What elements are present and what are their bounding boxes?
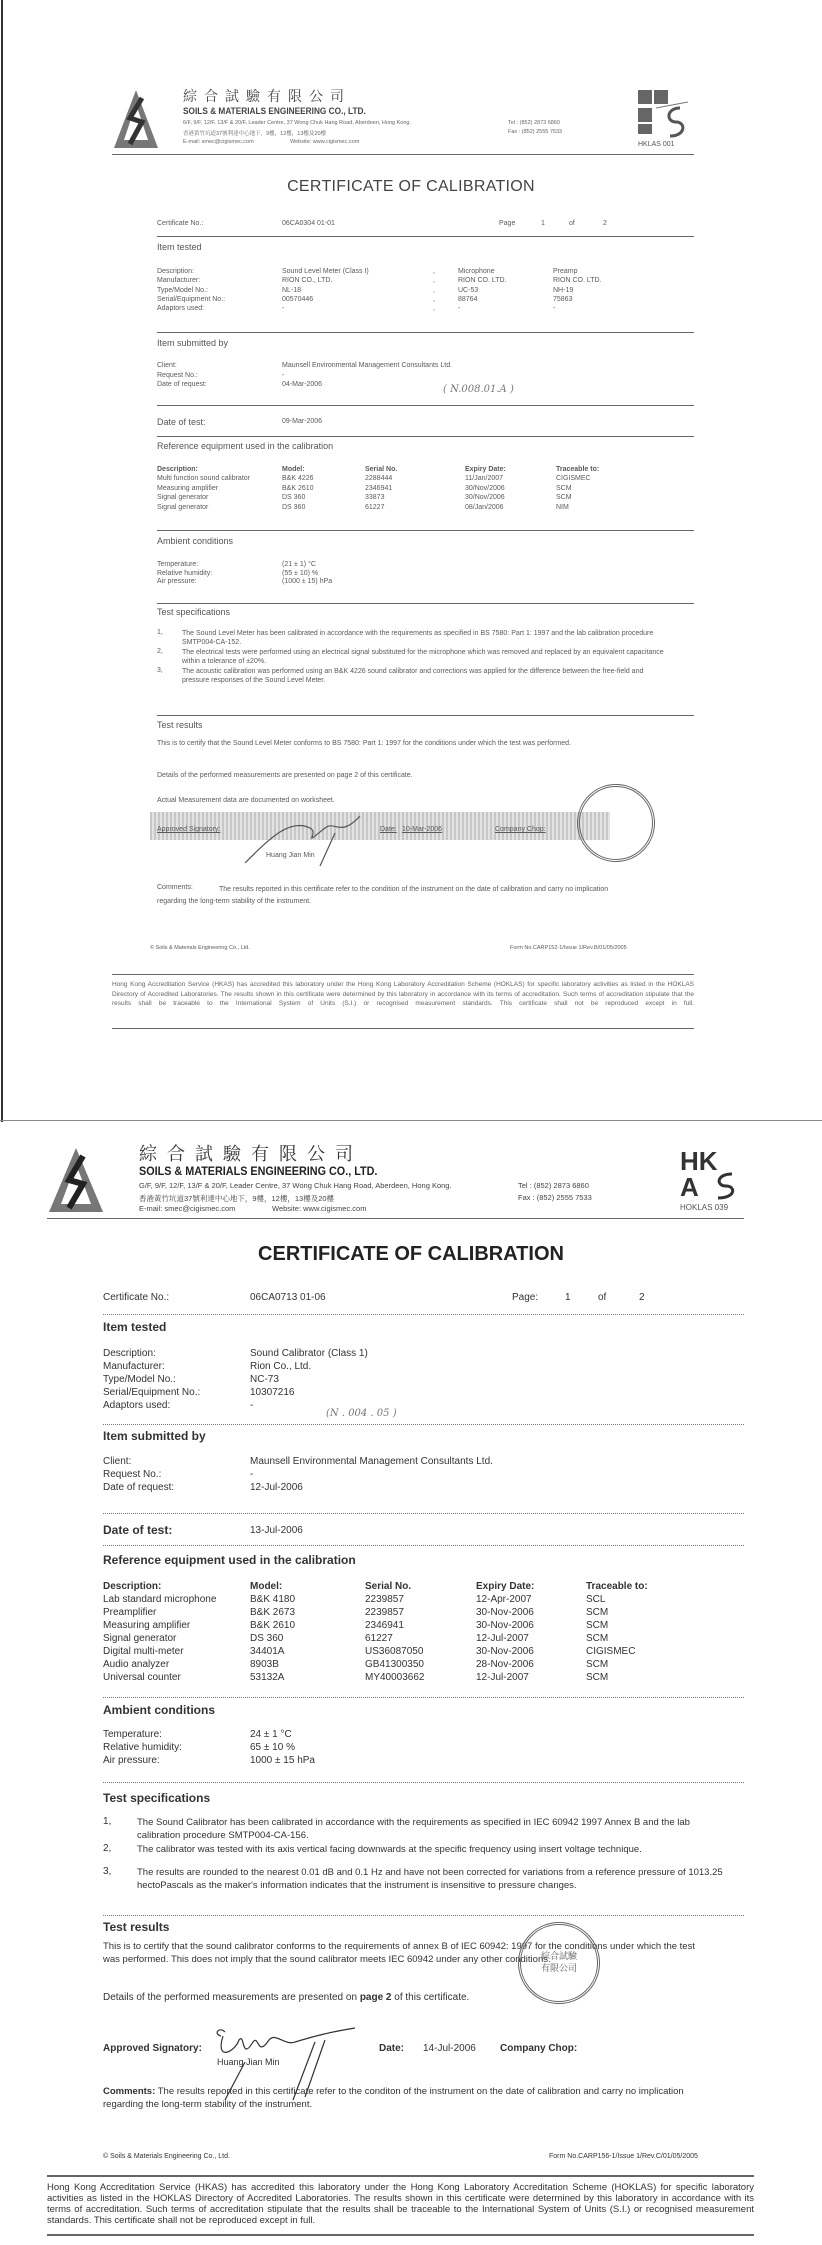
approval-date: 10-Mar-2006 [402,826,443,833]
scan-edge-line [1,0,3,1122]
cell-label: Client: [103,1456,132,1467]
section-heading-test-specifications: Test specifications [103,1791,211,1805]
signer-name: Huang Jian Min [217,2057,280,2067]
spec-number: 2, [103,1843,112,1854]
handwritten-note: ( N.008.01.A ) [443,384,514,395]
cell-model: 34401A [250,1646,285,1657]
company-website: Website: www.cigismec.com [272,1204,367,1213]
company-address-chinese: 香港黃竹坑道37號利達中心地下，9樓，12樓，13樓及20樓 [139,1194,335,1203]
page-label: Page: [512,1292,539,1303]
spec-text: The calibrator was tested with its axis vertical facing downwards at the specific frequency using insert voltage technique. [137,1844,642,1855]
divider [47,2175,754,2177]
cell-expiry: 12-Apr-2007 [476,1594,532,1605]
page-label: Page [499,220,516,227]
certificate-title: CERTIFICATE OF CALIBRATION [258,1243,564,1265]
cell-sep: , [433,286,435,294]
company-name-chinese: 綜合試驗有限公司 [183,89,351,105]
spec-text: The electrical tests were performed using an electrical signal substituted for the microphone which was removed and replaced by an equivalent capacitance within a tolerance of ±20%. [182,649,664,665]
company-stamp-icon [577,784,655,862]
cell-description: Preamplifier [103,1607,157,1618]
cell-serial: 61227 [365,503,385,511]
divider [103,1314,744,1315]
approval-date-label: Date: [380,826,397,833]
company-chop-label: Company Chop: [500,2043,578,2054]
cell-expiry: 30-Nov-2006 [476,1620,534,1631]
cell-traceable: NIM [556,503,569,511]
divider [157,405,694,406]
certificate-no-label: Certificate No.: [103,1292,170,1303]
divider [103,1915,744,1916]
company-name-english: SOILS & MATERIALS ENGINEERING CO., LTD. [183,106,366,116]
cell-value: 1000 ± 15 hPa [250,1755,315,1766]
cell-label: Serial/Equipment No.: [103,1387,201,1398]
cell-value: 24 ± 1 °C [250,1729,292,1740]
test-results-text: This is to certify that the sound calibrator conforms to the requirements of annex B of IEC 60942: 1997 for the conditions under which the test was performed. This does not imply that the sound calibrator meets IEC 60942 under any other conditions. [103,1941,695,1965]
cell-label: Date of request: [157,381,207,388]
cell-value: Maunsell Environmental Management Consultants Ltd. [282,362,453,369]
cell-serial: 2239857 [365,1594,404,1605]
test-results-text: This is to certify that the Sound Level Meter conforms to BS 7580: Part 1: 1997 for the conditions under which the test was performed. [157,740,571,747]
divider [157,715,694,716]
cell-value: - [250,1400,254,1411]
comments-text: The results reported in this certificate refer to the condition of the instrument on the date of calibration and carry no implication regarding the long-term stability of the instrument. [157,886,609,905]
spec-text: The acoustic calibration was performed using an B&K 4226 sound calibrator and corrections was applied for the difference between the free-field and pressure responses of the Sound Level Meter. [182,668,644,684]
company-address: 6/F, 9/F, 12/F, 13/F & 20/F, Leader Centre, 37 Wong Chuk Hang Road, Aberdeen, Hong Kong. [183,120,411,126]
cell-serial: MY40003662 [365,1672,425,1683]
cell-description: Universal counter [103,1672,181,1683]
cell-model: DS 360 [282,494,306,502]
cell-description: Audio analyzer [103,1659,170,1670]
divider [157,603,694,604]
company-logo-icon [112,88,160,150]
cell-serial: US36087050 [365,1646,424,1657]
cell-value: Sound Level Meter (Class I) [282,268,369,275]
header-divider [47,1218,744,1219]
cell-microphone: 88764 [458,295,478,303]
cell-expiry: 30-Nov-2006 [476,1646,534,1657]
cell-label: Description: [157,268,194,275]
cell-serial: 2288444 [365,475,393,483]
section-heading-item-submitted: Item submitted by [103,1429,206,1443]
comments [103,2085,703,2111]
svg-text:HK: HK [680,1146,718,1176]
certificate-no: 06CA0713 01-06 [250,1292,326,1303]
cell-expiry: 28-Nov-2006 [476,1659,534,1670]
section-heading-reference-equipment: Reference equipment used in the calibration [103,1553,356,1567]
date-of-test: 13-Jul-2006 [250,1525,303,1536]
company-stamp-icon [518,1922,600,2004]
hkas-accreditation-statement: Hong Kong Accreditation Service (HKAS) has accredited this laboratory under the Hong Kong Laboratory Accreditation Scheme (HOKLAS) for specific laboratory activities as listed in the HOKLAS Directory of Accredited Laboratories. The results shown in this certificate were determined by this laboratory in accordance with its terms of accreditation. Such terms of accreditation stipulate that the results shall be traceable to the International System of Units (S.I.) or recognised measurement standards. This certificate shall not be reproduced except in full. [112,981,694,1007]
approved-signatory-label: Approved Signatory: [157,826,221,833]
signature-icon [240,808,380,868]
cell-value: 10307216 [250,1387,295,1398]
divider [103,1545,744,1546]
spec-text: The results are rounded to the nearest 0.01 dB and 0.1 Hz and have not been corrected for variations from a reference pressure of 1013.25 hectoPascals as the maker's information indicates that the instrument is insensitive to pressure changes. [137,1867,723,1891]
cell-preamp: Preamp [553,268,578,275]
cell-value: 12-Jul-2006 [250,1482,303,1493]
page-total: 2 [639,1292,645,1303]
cell-serial: 61227 [365,1633,393,1644]
cell-value: 00570446 [282,295,314,303]
approved-signatory-label: Approved Signatory: [103,2043,202,2054]
section-heading-ambient: Ambient conditions [157,536,234,546]
spec-number: 3, [157,667,163,674]
cell-expiry: 08/Jan/2006 [465,503,504,511]
actual-measurement-text: Actual Measurement data are documented on worksheet. [157,797,335,804]
cell-sep: , [433,277,435,285]
cell-label: Serial/Equipment No.: [157,295,226,303]
cell-label: Air pressure: [103,1755,160,1766]
cell-traceable: CIGISMEC [556,475,591,483]
section-heading-item-tested: Item tested [157,242,202,252]
cell-description: Measuring amplifier [157,484,219,492]
hkas-logo-icon [680,1146,742,1214]
cell-label: Type/Model No.: [103,1374,176,1385]
cell-label: Relative humidity: [157,569,213,577]
comments-text: The results reported in this certificate refer to the conditon of the instrument on the date of calibration and carry no implication regarding the long-term stability of the instrument. [103,2086,684,2110]
cell-value: 65 ± 10 % [250,1742,295,1753]
cell-model: B&K 2610 [250,1620,296,1631]
stamp-text: 綜合試驗有限公司 [540,1952,577,1974]
handwritten-note: (N . 004 . 05 ) [326,1408,397,1419]
column-header-expiry: Expiry Date: [476,1581,535,1592]
column-header-serial: Serial No. [365,466,398,473]
column-header-description: Description: [157,466,198,473]
footer-form-number: Form No.CARP156-1/Issue 1/Rev.C/01/05/2005 [549,2153,698,2160]
divider [157,530,694,531]
header-divider [112,154,694,155]
of-label: of [598,1292,607,1303]
cell-serial: 2346941 [365,484,393,492]
cell-traceable: SCM [586,1672,609,1683]
certificate-no-label: Certificate No.: [157,220,204,227]
comments-label: Comments: [103,2086,156,2097]
cell-description: Measuring amplifier [103,1620,191,1631]
divider [103,1782,744,1783]
measurement-details-text [103,1992,469,2003]
company-tel: Tel : (852) 2873 6860 [508,120,560,126]
spec-number: 1, [157,629,163,636]
page-separator [0,1120,822,1121]
company-email: E-mail: smec@cigismec.com [139,1204,236,1213]
divider [103,1513,744,1514]
cell-value: RION CO., LTD. [282,277,333,285]
cell-model: B&K 4226 [282,475,314,483]
hkas-accreditation-statement: Hong Kong Accreditation Service (HKAS) has accredited this laboratory under the Hong Kong Laboratory Accreditation Scheme (HOKLAS) for specific laboratory activities as listed in the HOKLAS Directory of Accredited Laboratories. The results shown in this certificate were determined by this laboratory in accordance with its terms of accreditation. Such terms of accreditation stipulate that the results shall be traceable to the International System of Units (S.I.) or recognised measurement standards. This certificate shall not be reproduced except in full. [47,2182,754,2226]
cell-label: Adaptors used: [103,1400,171,1411]
approval-date-label: Date: [379,2043,405,2054]
cell-expiry: 12-Jul-2007 [476,1672,529,1683]
cell-label: Manufacturer: [103,1361,165,1372]
cell-model: B&K 2673 [250,1607,296,1618]
cell-label: Request No.: [157,371,198,379]
spec-text: The Sound Calibrator has been calibrated in accordance with the requirements as specified in IEC 60942 1997 Annex B and the lab calibration procedure SMTP004-CA-156. [137,1817,690,1841]
cell-value: Sound Calibrator (Class 1) [250,1348,368,1359]
cell-serial: 2239857 [365,1607,404,1618]
cell-label: Temperature: [157,561,199,568]
cell-expiry: 30/Nov/2006 [465,494,505,502]
cell-sep: , [433,295,435,303]
cell-value: (21 ± 1) °C [282,561,316,568]
cell-microphone: RION CO. LTD. [458,277,507,285]
divider [157,236,694,237]
company-name-chinese: 綜合試驗有限公司 [139,1144,363,1165]
column-header-description: Description: [103,1581,162,1592]
spec-number: 1, [103,1816,112,1827]
of-label: of [569,220,575,227]
cell-expiry: 30-Nov-2006 [476,1607,534,1618]
cell-expiry: 12-Jul-2007 [476,1633,529,1644]
cell-serial: 33873 [365,494,385,502]
cell-sep: , [433,305,435,313]
cell-description: Multi function sound calibrator [157,475,250,483]
section-heading-ambient: Ambient conditions [103,1703,215,1717]
cell-label: Temperature: [103,1729,162,1740]
cell-label: Description: [103,1348,156,1359]
svg-text:HKLAS 001: HKLAS 001 [638,141,675,148]
cell-value: Rion Co., Ltd. [250,1361,312,1372]
company-fax: Fax : (852) 2555 7533 [508,129,563,135]
footer-form-number: Form No.CARP152-1/Issue 1/Rev.B/01/05/2005 [510,945,627,951]
column-header-model: Model: [282,466,305,473]
cell-label: Adaptors used: [157,305,205,313]
column-header-expiry: Expiry Date: [465,466,506,473]
date-of-test-label: Date of test: [103,1523,173,1537]
page-total: 2 [603,220,607,227]
cell-traceable: SCM [586,1607,609,1618]
certificate-no: 06CA0304 01-01 [282,220,335,227]
cell-value: NL-18 [282,286,302,294]
signer-name: Huang Jian Min [266,852,315,859]
cell-description: Signal generator [157,503,209,511]
cell-description: Digital multi-meter [103,1646,184,1657]
cell-label: Air pressure: [157,578,197,586]
approval-date: 14-Jul-2006 [423,2043,476,2054]
cell-description: Signal generator [157,494,209,502]
divider [112,974,694,975]
cell-value: 04-Mar-2006 [282,381,323,388]
divider [103,1697,744,1698]
column-header-serial: Serial No. [365,1581,412,1592]
cell-value: NC-73 [250,1374,279,1385]
footer-copyright: © Soils & Materials Engineering Co., Ltd. [103,2153,230,2160]
cell-traceable: SCM [586,1633,609,1644]
company-chop-label: Company Chop: [495,826,546,833]
cell-label: Client: [157,362,177,369]
cell-traceable: SCM [556,484,572,492]
cell-sep: , [433,268,435,275]
cell-traceable: CIGISMEC [586,1646,636,1657]
cell-microphone: - [458,305,461,313]
column-header-traceable: Traceable to: [586,1581,648,1592]
cell-traceable: SCL [586,1594,606,1605]
details-page-ref: page 2 [359,1992,392,2003]
cell-preamp: 75863 [553,295,573,303]
cell-model: 8903B [250,1659,279,1670]
section-heading-test-results: Test results [157,720,203,730]
cell-label: Request No.: [103,1469,162,1480]
section-heading-item-tested: Item tested [103,1320,167,1334]
company-website: Website: www.cigismec.com [290,139,360,145]
cell-traceable: SCM [586,1620,609,1631]
comments-label: Comments: [157,884,193,891]
company-name-english: SOILS & MATERIALS ENGINEERING CO., LTD. [139,1164,378,1178]
cell-value: - [250,1469,254,1480]
cell-value: Maunsell Environmental Management Consultants Ltd. [250,1456,493,1467]
cell-value: (1000 ± 15) hPa [282,578,333,586]
cell-value: - [282,305,285,313]
svg-text:A: A [680,1172,699,1202]
column-header-model: Model: [250,1581,283,1592]
details-text-end: of this certificate. [391,1992,470,2003]
cell-model: DS 360 [250,1633,284,1644]
spec-text: The Sound Level Meter has been calibrated in accordance with the requirements as specified in BS 7580: Part 1: 1997 and the lab calibration procedure SMTP004-CA-152. [182,630,654,646]
company-email: E-mail: smec@cigismec.com [183,139,254,145]
cell-preamp: - [553,305,556,313]
cell-microphone: UC-53 [458,286,479,294]
divider [103,1424,744,1425]
company-address-chinese: 香港黃竹坑道37號利達中心地下，9樓，12樓，13樓及20樓 [183,131,327,137]
section-heading-item-submitted: Item submitted by [157,338,229,348]
cell-expiry: 11/Jan/2007 [465,475,504,483]
company-address: G/F, 9/F, 12/F, 13/F & 20/F, Leader Centre, 37 Wong Chuk Hang Road, Aberdeen, Hong Kong. [139,1181,452,1190]
page-number: 1 [565,1292,571,1303]
spec-number: 3, [103,1866,112,1877]
details-text-start: Details of the performed measurements are presented on [103,1992,360,2003]
cell-description: Signal generator [103,1633,177,1644]
cell-serial: GB41300350 [365,1659,424,1670]
cell-traceable: SCM [556,494,572,502]
cell-model: DS 360 [282,503,306,511]
cell-preamp: NH-19 [553,286,574,294]
column-header-traceable: Traceable to: [556,466,600,473]
cell-label: Date of request: [103,1482,175,1493]
cell-expiry: 30/Nov/2006 [465,484,505,492]
divider [157,436,694,437]
date-of-test: 09-Mar-2006 [282,418,323,425]
cell-description: Lab standard microphone [103,1594,217,1605]
cell-value: - [282,371,285,379]
cell-model: B&K 4180 [250,1594,296,1605]
company-tel: Tel : (852) 2873 6860 [518,1181,589,1190]
certificate-title: CERTIFICATE OF CALIBRATION [287,178,535,195]
cell-model: B&K 2610 [282,484,314,492]
footer-copyright: © Soils & Materials Engineering Co., Ltd. [150,945,250,951]
cell-preamp: RION CO. LTD. [553,277,602,285]
svg-text:HOKLAS 039: HOKLAS 039 [680,1203,729,1212]
measurement-details-text: Details of the performed measurements are presented on page 2 of this certificate. [157,772,413,779]
hklas-logo-icon [636,88,692,148]
divider [112,1028,694,1029]
section-heading-test-results: Test results [103,1920,170,1934]
cell-model: 53132A [250,1672,285,1683]
section-heading-reference-equipment: Reference equipment used in the calibration [157,441,334,451]
company-logo-icon [47,1146,105,1214]
cell-microphone: Microphone [458,268,495,275]
cell-value: (55 ± 10) % [282,569,319,577]
page-number: 1 [541,220,545,227]
spec-number: 2, [157,648,163,655]
cell-label: Manufacturer: [157,277,201,285]
company-fax: Fax : (852) 2555 7533 [518,1193,592,1202]
cell-label: Type/Model No.: [157,286,208,294]
cell-serial: 2346941 [365,1620,404,1631]
section-heading-test-specifications: Test specifications [157,607,231,617]
divider [157,332,694,333]
cell-label: Relative humidity: [103,1742,182,1753]
divider [47,2234,754,2236]
cell-traceable: SCM [586,1659,609,1670]
date-of-test-label: Date of test: [157,417,206,427]
